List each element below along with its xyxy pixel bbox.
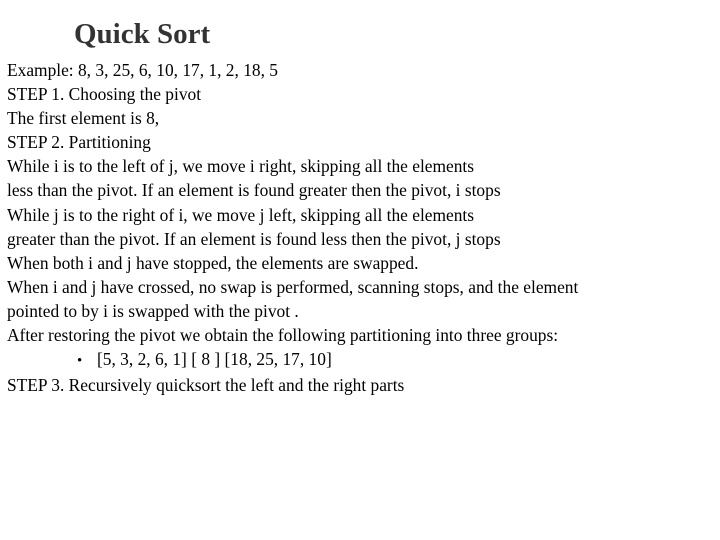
slide-title: Quick Sort [74, 18, 211, 50]
step3-heading: STEP 3. Recursively quicksort the left and the right parts [7, 375, 405, 396]
bullet-text: [5, 3, 2, 6, 1] [ 8 ] [18, 25, 17, 10] [97, 349, 332, 370]
text-line: While i is to the left of j, we move i right, skipping all the elements [7, 156, 475, 177]
text-line: When i and j have crossed, no swap is performed, scanning stops, and the element [7, 276, 579, 297]
text-line: While j is to the right of i, we move j left, skipping all the elements [7, 204, 475, 225]
step1-heading: STEP 1. Choosing the pivot [7, 84, 202, 105]
example-line: Example: 8, 3, 25, 6, 10, 17, 1, 2, 18, 5 [7, 60, 278, 80]
bullet-item [7, 347, 713, 373]
text-line: less than the pivot. If an element is found greater then the pivot, i stops [7, 180, 501, 201]
text-line: greater than the pivot. If an element is found less then the pivot, j stops [7, 228, 501, 249]
slide-body [7, 58, 713, 397]
bullet-icon: • [77, 353, 83, 370]
text-line: After restoring the pivot we obtain the following partitioning into three groups: [7, 325, 559, 346]
text-line: The first element is 8, [7, 108, 160, 129]
text-line: When both i and j have stopped, the elements are swapped. [7, 252, 419, 273]
text-line: pointed to by i is swapped with the pivot . [7, 300, 299, 321]
step2-heading: STEP 2. Partitioning [7, 132, 151, 153]
